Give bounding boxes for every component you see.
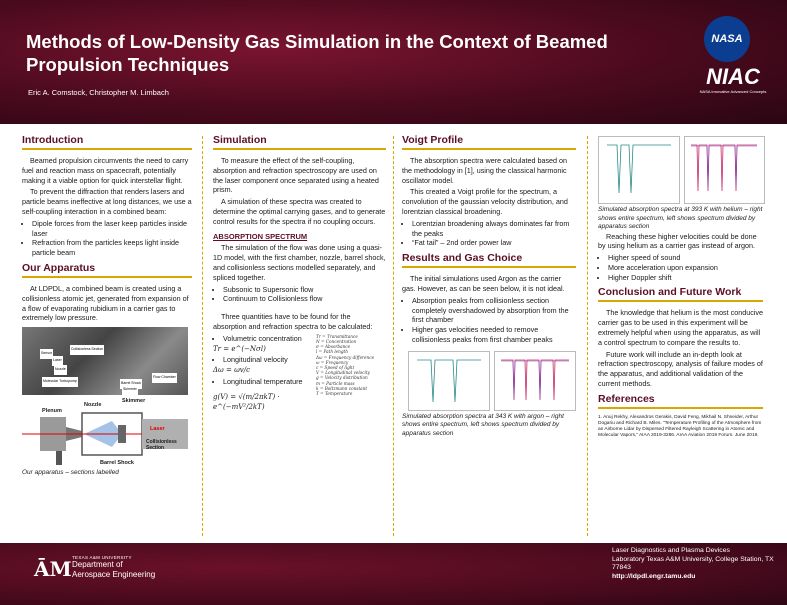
diagram-label-laser: Laser [150,426,165,433]
diagram-label-collisionless: Collisionless Section [146,439,177,452]
helium-spectrum-sections [598,136,680,204]
equation-doppler: Δω = ωv/c [213,366,251,375]
argon-spectrum-sections-plot [409,352,489,410]
simulation-heading: Simulation [213,134,386,150]
list-item: • “Fat tail” – 2nd order power law [412,238,576,248]
list-item: • Higher Doppler shift [608,273,763,283]
list-item: • Higher gas velocities needed to remove collisionless peaks from first chamber peaks [412,325,576,345]
list-item: • Dipole forces from the laser keep particles inside laser [32,219,192,239]
lab-address: Laboratory Texas A&M University, College Station, TX 77843 [612,555,774,572]
reference-item: 1. Anuj Rekhy, Alexandros Gerakis, David Feng, Mikhail N. Shneider, Arthur Dogariu and Richard B. Miles. “Temperature Profiling of the Atmosphere from an Airborne Lidar by Dispersed Filtered Rayleigh Scattering in Atomic and Molecular Vapors,” AIAA 2019-3286. AIAA Aviation 2019 Forum. June 2019. [598,414,762,439]
photo-label: Nozzle [54,365,67,375]
list-item: • More acceleration upon expansion [608,263,763,273]
lab-name: Laser Diagnostics and Plasma Devices [612,547,730,554]
column-divider [587,136,589,536]
photo-label: Collisionless Section [70,345,104,355]
nasa-logo: NASA [704,16,750,62]
column-1 [22,130,192,542]
lab-info [612,547,777,581]
spectrum-line [691,145,757,191]
results-paragraph: The initial simulations used Argon as the carrier gas. However, as can be seen below, it is not ideal. [402,274,565,293]
helium-paragraph: Reaching these higher velocities could be done by using helium as a carrier gas instead of argon. [598,231,757,251]
argon-spectrum-full-plot [495,352,575,410]
legend-entry: g = Velocity distribution [316,375,368,381]
photo-label: Skimmer [122,385,138,395]
voigt-paragraph: This created a Voigt profile for the spectrum, a convolution of the gaussian velocity distribution, and lorentzian classical broadening. [402,187,568,216]
simulation-bullets [213,285,386,305]
conclusion-paragraph: The knowledge that helium is the most conducive carrier gas to be used in this experiment will be extremely helpful when using the apparatus, as will a control spectrum to compare the results to. [598,308,764,347]
conclusion-heading: Conclusion and Future Work [598,286,763,302]
spectrum-line [417,360,481,402]
support-shape [56,451,62,465]
argon-spectra-figure [402,349,576,413]
apparatus-caption: Our apparatus – sections labelled [22,469,119,477]
helium-spectrum-sections-plot [599,137,679,203]
legend-entry: k = Boltzmann constant [316,385,367,391]
equation-distribution: g(V) = √(m/2πkT) · e^(−mV²/2kT) [213,392,280,411]
helium-caption: Simulated absorption spectra at 393 K with helium – right shows entire spectrum, left shows spectrum divided by apparatus section [598,206,763,230]
photo-label: Barrel Shock [120,379,142,389]
skimmer-shape [118,425,126,443]
apparatus-photo [22,327,188,395]
spectrum-line [607,145,671,193]
column-divider [393,136,395,536]
legend-entry: l = Path length [316,349,348,355]
results-heading: Results and Gas Choice [402,252,576,268]
legend-entry: N = Concentration [316,338,357,344]
spectrum-line [501,360,569,400]
helium-spectrum-full [684,136,765,204]
intro-paragraph: Beamed propulsion circumvents the need to carry fuel and reaction mass on spacecraft, potentially making it a viable option for quick interstellar flight. [22,156,189,185]
legend-entry: Tr = Transmittance [316,333,358,339]
poster-body [0,130,787,542]
list-item: • Longitudinal temperature [223,377,386,387]
spectrum-line [691,146,757,187]
apparatus-heading: Our Apparatus [22,262,192,278]
intro-heading: Introduction [22,134,192,150]
list-item: • Absorption peaks from collisionless section completely overshadowed by absorption from the first chamber [412,296,576,325]
variable-legend [316,334,386,396]
tamu-department [72,555,155,580]
apparatus-diagram [22,399,188,469]
lab-url[interactable]: http://ldpdl.engr.tamu.edu [612,572,696,580]
legend-entry: V = Longitudinal velocity [316,370,370,376]
absorption-subheading: ABSORPTION SPECTRUM [213,231,308,241]
legend-entry: m = Particle mass [316,380,355,386]
voigt-bullets [402,219,576,248]
legend-entry: c = Speed of light [316,364,355,370]
diagram-label-skimmer: Skimmer [122,398,146,405]
list-item: • Volumetric concentration [223,334,386,344]
simulation-paragraph: To measure the effect of the self-coupling, absorption and refraction spectroscopy are used on the laser component once separated using a heated prism. [213,156,379,195]
column-3 [402,130,576,542]
list-item: • Refraction from the particles keeps light inside particle beam [32,238,192,258]
photo-label: Laser [52,356,63,366]
argon-spectrum-sections [408,351,490,411]
voigt-heading: Voigt Profile [402,134,576,150]
legend-entry: T = Temperature [316,390,353,396]
apparatus-paragraph: At LDPDL, a combined beam is created using a collisionless atomic jet, generated from expansion of a flow of evaporating rubidium in a carrier gas to extremely low pressure. [22,283,189,323]
photo-label: Sensor [40,349,53,359]
poster-title: Methods of Low-Density Gas Simulation in the Context of Beamed Propulsion Techniques [26,31,608,75]
legend-entry: ω = Frequency [316,359,349,365]
diagram-label-plenum: Plenum [42,408,62,415]
references-heading: References [598,393,763,409]
tamu-logo: ĀM [34,557,72,581]
list-item: • Higher speed of sound [608,253,763,263]
spectrum-line [501,361,569,398]
poster-header [0,0,787,124]
simulation-paragraph: The simulation of the flow was done using a quasi-1D model, with the first chamber, nozzle, barrel shock, and collisionless sections modelled separately, and spliced together. [213,243,386,282]
argon-caption: Simulated absorption spectra at 343 K with argon – right shows entire spectrum, left shows spectrum divided by apparatus section [402,412,564,437]
diagram-label-barrel-shock: Barrel Shock [100,460,134,467]
photo-label: Flow Chamber [152,373,177,383]
argon-spectrum-full [494,351,576,411]
results-bullets [402,296,576,345]
column-divider [202,136,204,536]
list-item: • Longitudinal velocity [223,355,386,365]
simulation-paragraph: A simulation of these spectra was created to determine the optimal carrying gases, and to generate control results for the spectra if no coupling occurs. [213,197,386,226]
column-2 [213,130,386,542]
helium-spectra-figure [598,136,763,206]
legend-entry: Δω = Frequency difference [316,354,375,360]
voigt-paragraph: The absorption spectra were calculated based on the methodology in [1], using the classical harmonic oscillator model. [402,156,568,185]
intro-paragraph: To prevent the diffraction that renders lasers and particle beams ineffective at long distances, we use a self-coupling interaction in a combined beam: [22,187,192,216]
poster-authors: Eric A. Comstock, Christopher M. Limbach [28,88,169,97]
conclusion-paragraph: Future work will include an in-depth look at refraction spectroscopy, analysis of failure modes of the apparatus, and additional validation of the current methods. [598,349,763,389]
department-line-1: Department of [72,560,123,569]
diagram-label-nozzle: Nozzle [84,402,102,409]
intro-bullets [22,219,192,258]
helium-bullets [598,253,763,282]
poster-footer [0,543,787,605]
niac-logo: NIAC [706,64,760,89]
department-line-2: Aerospace Engineering [72,570,156,579]
simulation-paragraph: Three quantities have to be found for the absorption and refraction spectra to be calculated: [213,312,373,331]
list-item: • Continuum to Collisionless flow [223,294,386,304]
column-4 [598,130,763,542]
list-item: • Subsonic to Supersonic flow [223,285,386,295]
university-name: TEXAS A&M UNIVERSITY [72,555,132,560]
equation-transmittance: Tr = e^(−Nσl) [213,344,266,353]
photo-label: Molecular Turbopump [42,377,78,387]
list-item: • Lorentzian broadening always dominates far from the peaks [412,219,576,239]
legend-entry: σ = Absorbance [316,344,351,350]
helium-spectrum-full-plot [685,137,764,203]
niac-logo-subtitle: NASA Innovative Advanced Concepts [699,89,767,94]
